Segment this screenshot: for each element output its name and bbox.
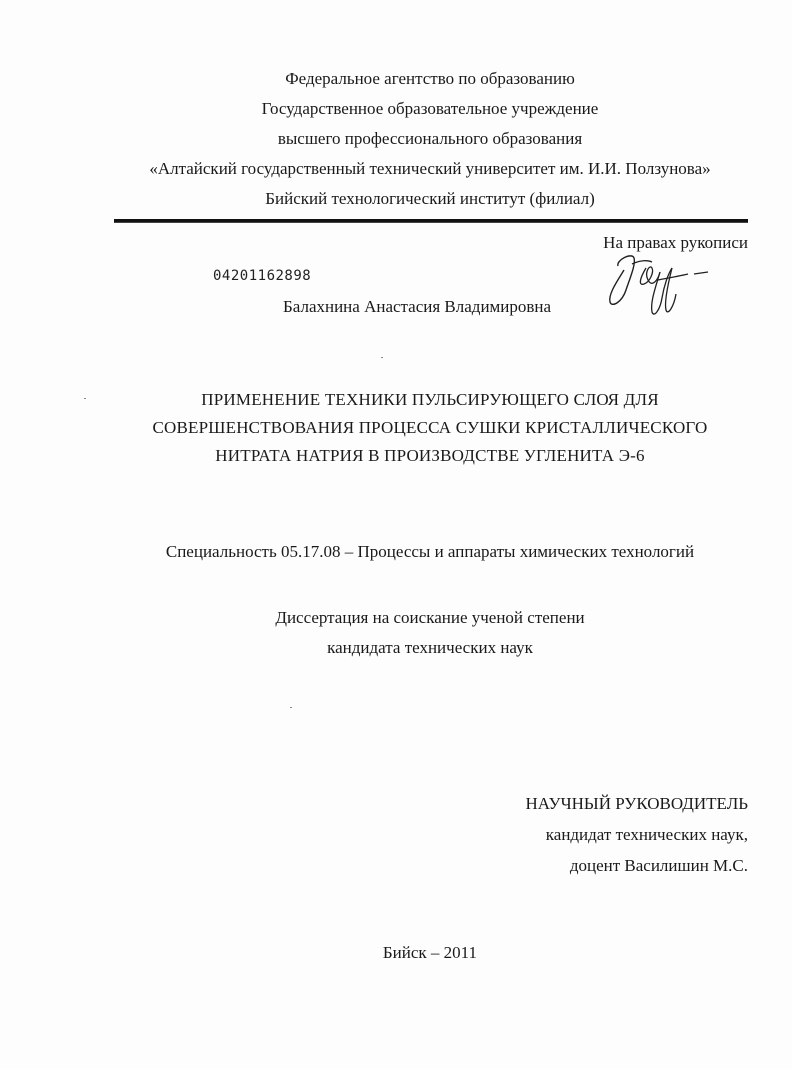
degree-block (230, 603, 630, 663)
scan-speck (290, 707, 292, 708)
header-line-agency: Федеральное агентство по образованию (285, 69, 575, 88)
supervisor-heading: НАУЧНЫЙ РУКОВОДИТЕЛЬ (525, 794, 748, 813)
scan-speck (381, 357, 383, 358)
library-stamp-number: 04201162898 (213, 268, 312, 284)
title-line-1: ПРИМЕНЕНИЕ ТЕХНИКИ ПУЛЬСИРУЮЩЕГО СЛОЯ ДЛЯ (201, 390, 659, 409)
title-line-2: СОВЕРШЕНСТВОВАНИЯ ПРОЦЕССА СУШКИ КРИСТАЛЛИЧЕСКОГО (152, 418, 708, 437)
supervisor-block (525, 788, 748, 881)
author-name: Балахнина Анастасия Владимировна (283, 297, 552, 316)
header-divider (114, 219, 748, 223)
header-line-university: «Алтайский государственный технический университет им. И.И. Ползунова» (149, 159, 711, 178)
header-line-branch: Бийский технологический институт (филиал) (265, 189, 595, 208)
specialty-line: Специальность 05.17.08 – Процессы и аппараты химических технологий (165, 542, 695, 561)
handwritten-signature (596, 250, 712, 322)
dissertation-title (90, 386, 770, 470)
manuscript-note: На правах рукописи (603, 233, 748, 252)
header-line-institution: Государственное образовательное учреждение (261, 99, 599, 118)
institution-header (110, 64, 750, 214)
degree-line-2: кандидата технических наук (327, 638, 533, 657)
title-line-3: НИТРАТА НАТРИЯ В ПРОИЗВОДСТВЕ УГЛЕНИТА Э-6 (215, 446, 645, 465)
header-line-education: высшего профессионального образования (277, 129, 583, 148)
supervisor-name: доцент Василишин М.С. (569, 856, 748, 875)
degree-line-1: Диссертация на соискание ученой степени (275, 608, 585, 627)
supervisor-degree: кандидат технических наук, (545, 825, 748, 844)
scan-speck (84, 398, 86, 399)
city-year: Бийск – 2011 (382, 943, 478, 962)
